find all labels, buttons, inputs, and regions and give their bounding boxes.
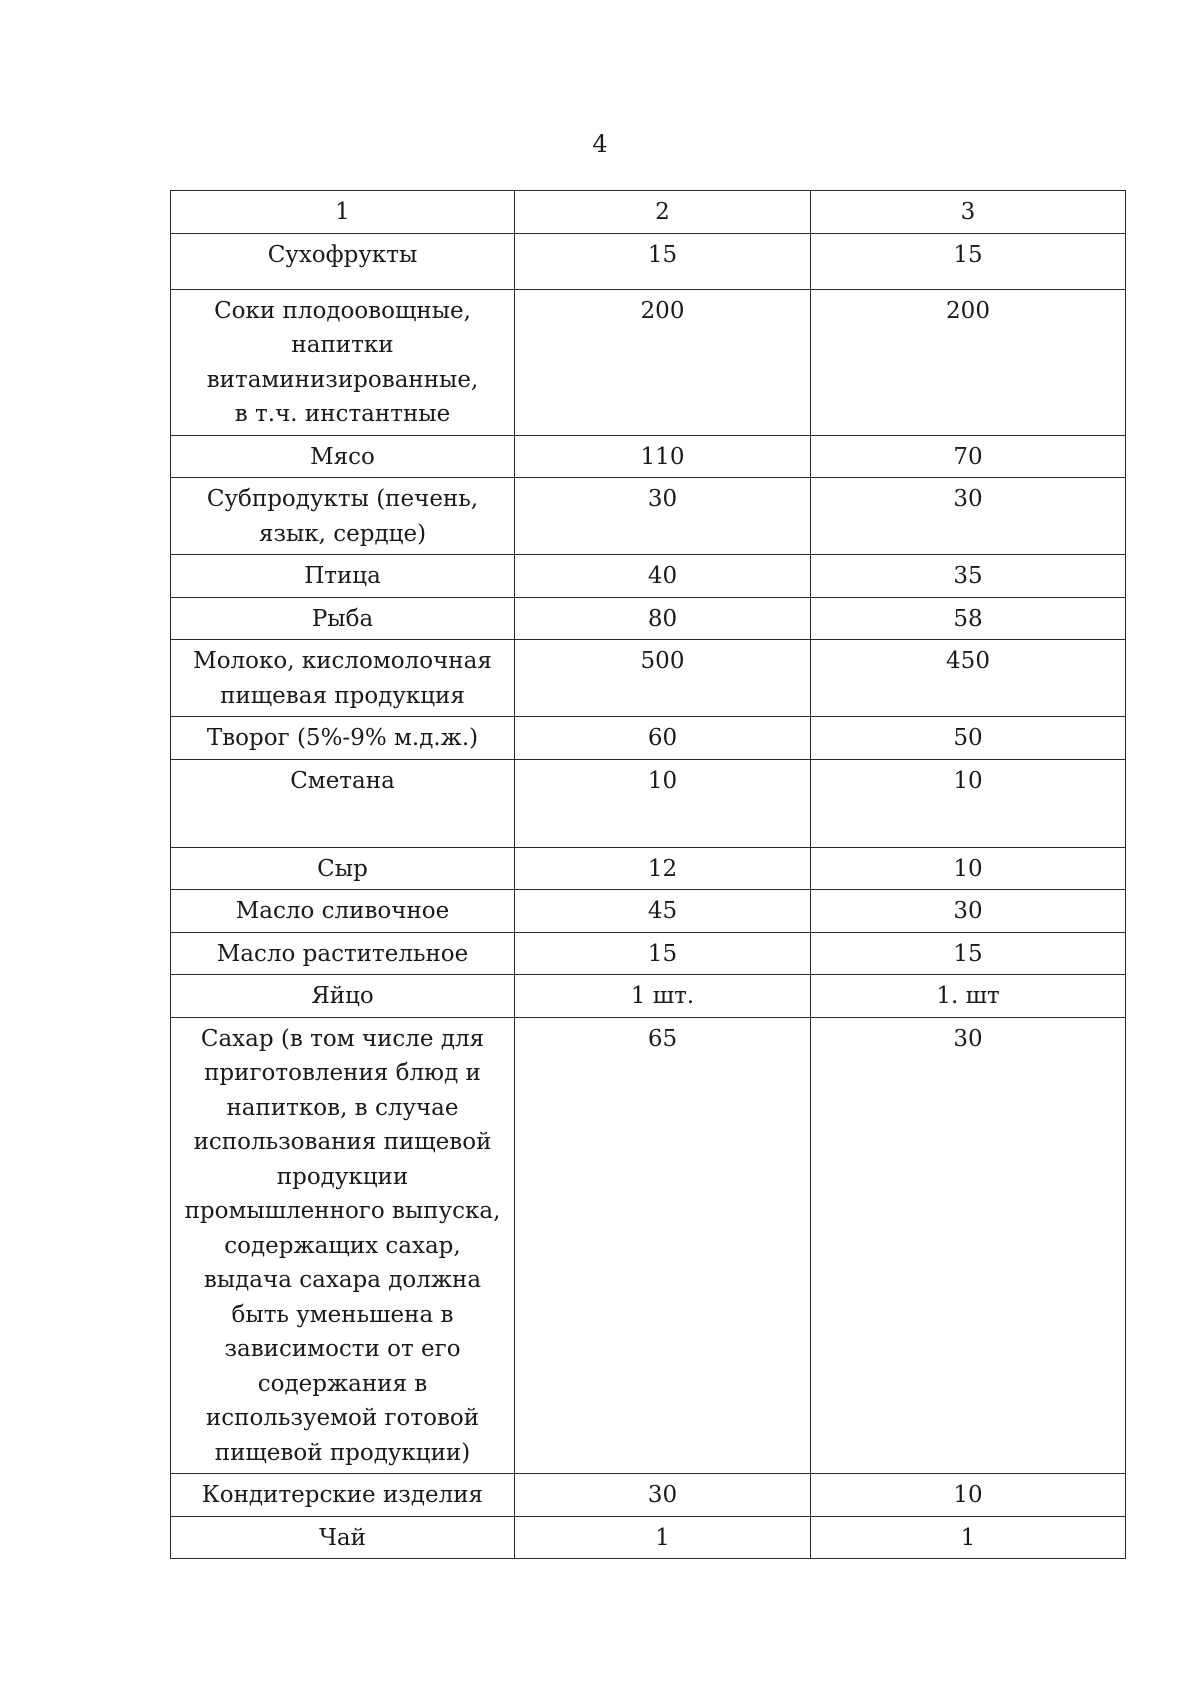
product-name: Молоко, кисломолочная пищевая продукция (171, 640, 515, 717)
page-number: 4 (592, 130, 608, 158)
header-col-1: 1 (171, 191, 515, 234)
value-col-3: 30 (811, 1017, 1126, 1474)
value-col-3: 10 (811, 847, 1126, 890)
value-col-2: 60 (515, 717, 811, 760)
table-row (171, 1474, 1126, 1517)
product-name: Кондитерские изделия (171, 1474, 515, 1517)
value-col-3: 15 (811, 932, 1126, 975)
value-col-2: 30 (515, 1474, 811, 1517)
product-name: Соки плодоовощные, напитки витаминизированные, в т.ч. инстантные (171, 289, 515, 435)
value-col-2: 1 (515, 1516, 811, 1559)
table-row (171, 555, 1126, 598)
header-col-2: 2 (515, 191, 811, 234)
table-row (171, 717, 1126, 760)
table-row (171, 1017, 1126, 1474)
product-name: Сахар (в том числе для приготовления блюд и напитков, в случае использования пищевой продукции промышленного выпуска, содержащих сахар, выдача сахара должна быть уменьшена в зависимости от его содержания в используемой готовой пищевой продукции) (171, 1017, 515, 1474)
table-row (171, 289, 1126, 435)
value-col-2: 80 (515, 597, 811, 640)
value-col-3: 30 (811, 890, 1126, 933)
value-col-2: 1 шт. (515, 975, 811, 1018)
product-name: Мясо (171, 435, 515, 478)
product-name: Рыба (171, 597, 515, 640)
table-row (171, 640, 1126, 717)
product-name: Масло растительное (171, 932, 515, 975)
product-name: Субпродукты (печень, язык, сердце) (171, 478, 515, 555)
product-name: Сметана (171, 759, 515, 847)
value-col-2: 65 (515, 1017, 811, 1474)
product-name: Сухофрукты (171, 233, 515, 289)
value-col-3: 35 (811, 555, 1126, 598)
table-row (171, 233, 1126, 289)
product-name: Масло сливочное (171, 890, 515, 933)
value-col-3: 10 (811, 1474, 1126, 1517)
header-col-3: 3 (811, 191, 1126, 234)
value-col-2: 15 (515, 233, 811, 289)
table-row (171, 847, 1126, 890)
value-col-2: 15 (515, 932, 811, 975)
value-col-2: 200 (515, 289, 811, 435)
table-row (171, 1516, 1126, 1559)
product-name: Чай (171, 1516, 515, 1559)
value-col-2: 45 (515, 890, 811, 933)
table-row (171, 435, 1126, 478)
value-col-3: 30 (811, 478, 1126, 555)
table-row (171, 932, 1126, 975)
value-col-2: 12 (515, 847, 811, 890)
table-header-row (171, 191, 1126, 234)
value-col-3: 10 (811, 759, 1126, 847)
value-col-3: 1 (811, 1516, 1126, 1559)
value-col-3: 58 (811, 597, 1126, 640)
table-row (171, 975, 1126, 1018)
value-col-2: 40 (515, 555, 811, 598)
value-col-3: 70 (811, 435, 1126, 478)
value-col-2: 30 (515, 478, 811, 555)
value-col-3: 450 (811, 640, 1126, 717)
value-col-2: 110 (515, 435, 811, 478)
food-norms-table (170, 190, 1126, 1559)
value-col-2: 10 (515, 759, 811, 847)
product-name: Творог (5%-9% м.д.ж.) (171, 717, 515, 760)
value-col-3: 200 (811, 289, 1126, 435)
table-row (171, 478, 1126, 555)
value-col-2: 500 (515, 640, 811, 717)
value-col-3: 50 (811, 717, 1126, 760)
table-row (171, 890, 1126, 933)
product-name: Яйцо (171, 975, 515, 1018)
product-name: Сыр (171, 847, 515, 890)
value-col-3: 15 (811, 233, 1126, 289)
table-row (171, 759, 1126, 847)
product-name: Птица (171, 555, 515, 598)
table-row (171, 597, 1126, 640)
value-col-3: 1. шт (811, 975, 1126, 1018)
